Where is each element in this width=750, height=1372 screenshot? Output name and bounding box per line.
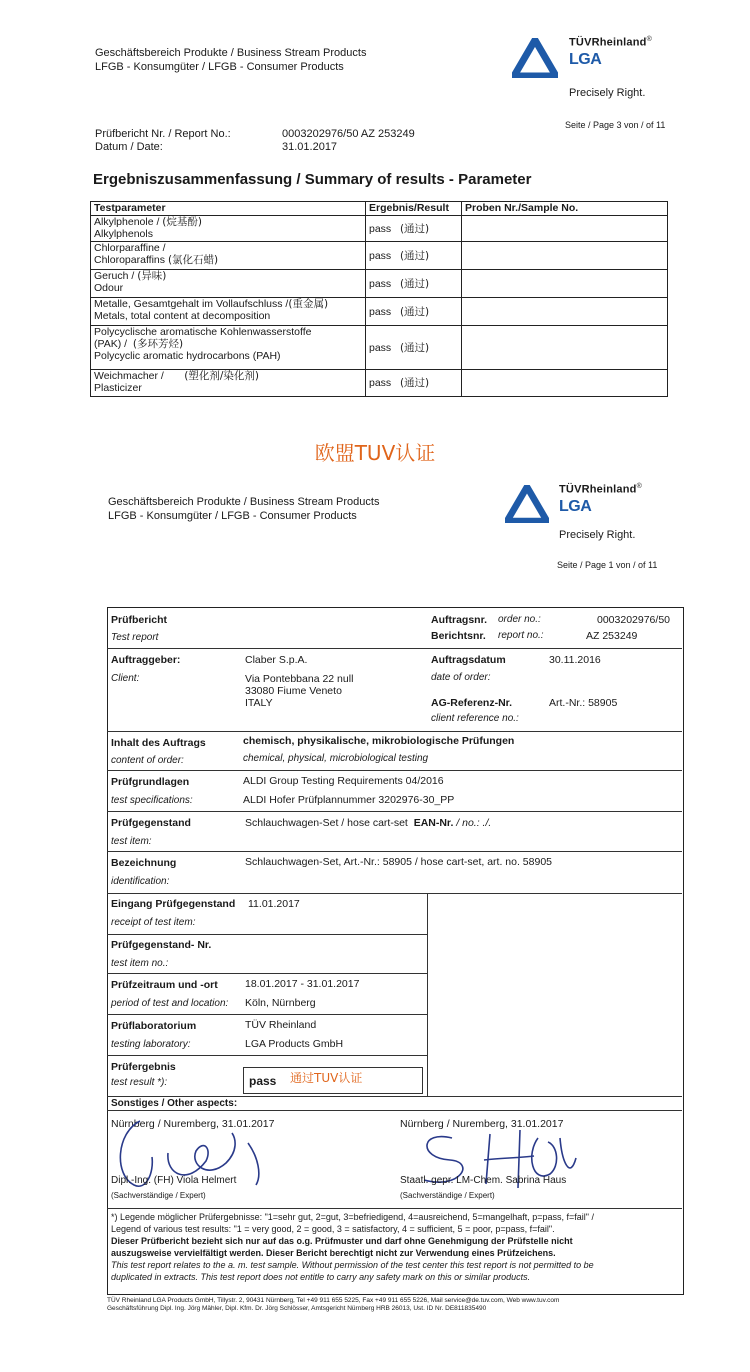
legend-line-5: This test report relates to the a. m. test sample. Without permission of the test center this test report is not permitted to be	[111, 1260, 594, 1270]
order-no-label-de: Auftragsnr.	[431, 614, 488, 626]
test-report-label-de: Prüfbericht	[111, 614, 168, 626]
tuv-logo	[505, 480, 665, 550]
test-report-label-en: Test report	[111, 632, 159, 643]
divider	[107, 648, 682, 649]
param-de-2: (PAK) /	[94, 338, 128, 350]
client-ref-label-en: client reference no.:	[431, 713, 519, 724]
legend-line-4: auszugsweise vervielfältigt werden. Dieser Bericht berechtigt nicht zur Verwendung eines Prüfzeichens.	[111, 1248, 556, 1258]
divider	[107, 851, 682, 852]
summary-table	[90, 201, 668, 397]
test-item-label-de: Prüfgegenstand	[111, 817, 191, 829]
param-de: Metalle, Gesamtgehalt im Vollaufschluss /	[94, 298, 289, 310]
department-header	[108, 495, 379, 523]
signer-left: Dipl.-Ing. (FH) Viola Helmert	[111, 1175, 237, 1186]
divider	[107, 893, 682, 894]
item-no-label-de: Prüfgegenstand- Nr.	[111, 939, 212, 951]
result-cn: (通过)	[399, 377, 430, 389]
result-pass-cn: 通过TUV认证	[290, 1071, 363, 1085]
tuv-triangle-icon	[512, 38, 558, 78]
lab-name: TÜV Rheinland	[245, 1019, 317, 1031]
period-dates: 18.01.2017 - 31.01.2017	[245, 978, 360, 990]
divider	[107, 1055, 427, 1056]
client-name: Claber S.p.A.	[245, 654, 308, 666]
page-number: Seite / Page 1 von / of 11	[557, 560, 658, 570]
ean-label: EAN-Nr.	[413, 817, 454, 829]
brand-name: TÜVRheinland	[559, 483, 637, 496]
param-en: Plasticizer	[94, 382, 142, 394]
department-line-2: LFGB - Konsumgüter / LFGB - Consumer Products	[95, 61, 344, 73]
summary-title: Ergebniszusammenfassung / Summary of results - Parameter	[93, 171, 532, 188]
legend-line-6: duplicated in extracts. This test report does not entitle to carry any safety mark on this or similar products.	[111, 1272, 531, 1282]
result-value: pass	[369, 249, 392, 262]
department-line-1: Geschäftsbereich Produkte / Business Stream Products	[108, 496, 380, 508]
lab-label-en: testing laboratory:	[111, 1039, 191, 1050]
spec-label-de: Prüfgrundlagen	[111, 776, 190, 788]
expert-left: (Sachverständige / Expert)	[111, 1191, 206, 1200]
param-de: Weichmacher /	[94, 370, 164, 382]
table-row	[91, 216, 668, 242]
period-location: Köln, Nürnberg	[245, 997, 316, 1009]
order-no-value: 0003202976/50	[597, 614, 670, 626]
result-cn: (通过)	[399, 249, 430, 262]
identification-label-de: Bezeichnung	[111, 857, 177, 869]
result-cn: (通过)	[399, 277, 430, 290]
client-label-en: Client:	[111, 673, 140, 684]
registered-mark: ®	[646, 36, 652, 43]
expert-right: (Sachverständige / Expert)	[400, 1191, 495, 1200]
result-pass: pass	[249, 1074, 277, 1088]
result-label-en: test result *):	[111, 1077, 168, 1088]
divider	[107, 1096, 682, 1097]
legend-line-1: *) Legende möglicher Prüfergebnisse: "1=sehr gut, 2=gut, 3=befriedigend, 4=ausreichend, 5=mangelhaft, p=pass, f=fail" /	[111, 1212, 594, 1222]
other-aspects-label: Sonstiges / Other aspects:	[111, 1098, 238, 1109]
department-line-1: Geschäftsbereich Produkte / Business Stream Products	[95, 47, 367, 59]
divider	[107, 811, 682, 812]
signer-right: Staatl. gepr. LM-Chem. Sabrina Haus	[400, 1175, 567, 1186]
lga-logo: LGA	[569, 51, 602, 68]
tuv-logo	[512, 34, 672, 104]
legend-block	[111, 1211, 679, 1283]
tuv-triangle-icon	[505, 485, 549, 523]
param-de: Polycyclische aromatische Kohlenwasserstoffe	[94, 326, 312, 338]
content-value-en: chemical, physical, microbiological testing	[243, 753, 429, 764]
eu-tuv-caption: 欧盟TUV认证	[314, 441, 436, 465]
order-date-label-en: date of order:	[431, 672, 491, 683]
date-value: 31.01.2017	[282, 141, 338, 153]
lab-label-de: Prüflaboratorium	[111, 1020, 197, 1032]
divider	[107, 731, 682, 732]
param-de: Alkylphenole /	[94, 216, 160, 228]
department-header	[95, 46, 366, 74]
company-footer	[107, 1297, 682, 1313]
spec-value-2: ALDI Hofer Prüfplannummer 3202976-30_PP	[243, 794, 455, 806]
result-value: pass	[369, 341, 392, 354]
divider	[427, 893, 428, 1096]
order-date-value: 30.11.2016	[549, 654, 601, 666]
item-no-label-en: test item no.:	[111, 958, 169, 969]
other-aspects	[111, 1098, 237, 1109]
result-cn: (通过)	[399, 222, 430, 235]
content-value-de: chemisch, physikalische, mikrobiologische Prüfungen	[243, 735, 515, 747]
period-label-de: Prüfzeitraum und -ort	[111, 979, 218, 991]
table-row	[91, 298, 668, 326]
period-label-en: period of test and location:	[111, 998, 229, 1009]
test-item-name: Schlauchwagen-Set / hose cart-set	[245, 817, 408, 829]
lga-logo: LGA	[559, 498, 592, 515]
content-label-en: content of order:	[111, 755, 184, 766]
address-line-1: Via Pontebbana 22 null	[245, 673, 354, 685]
table-row	[91, 270, 668, 298]
report-no-value: AZ 253249	[586, 630, 638, 642]
result-value: pass	[369, 305, 392, 318]
result-value: pass	[369, 277, 392, 290]
param-en: Metals, total content at decomposition	[94, 310, 271, 322]
param-en: Odour	[94, 282, 124, 294]
identification-label-en: identification:	[111, 876, 170, 887]
address-line-3: ITALY	[245, 697, 273, 709]
signature-place-left: Nürnberg / Nuremberg, 31.01.2017	[111, 1118, 275, 1130]
result-value: pass	[369, 377, 392, 389]
result-cn: (通过)	[399, 305, 430, 318]
signature-haus	[400, 1118, 590, 1198]
receipt-label-de: Eingang Prüfgegenstand	[111, 898, 236, 910]
param-cn: (塑化剂/染化剂)	[184, 370, 259, 382]
report-number-value: 0003202976/50 AZ 253249	[282, 128, 415, 140]
identification-value: Schlauchwagen-Set, Art.-Nr.: 58905 / hose cart-set, art. no. 58905	[245, 856, 553, 868]
client-address	[245, 673, 353, 709]
table-row	[91, 242, 668, 270]
page-number: Seite / Page 3 von / of 11	[565, 120, 666, 130]
table-row	[91, 370, 668, 397]
spec-value-1: ALDI Group Testing Requirements 04/2016	[243, 775, 444, 787]
footer-line-1: TÜV Rheinland LGA Products GmbH, Tillystr. 2, 90431 Nürnberg, Tel +49 911 655 5225, Fax +49 911 655 5226, Mail service@de.tuv.com, Web www.tuv.com	[107, 1297, 560, 1304]
param-de: Geruch /	[94, 270, 135, 282]
receipt-label-en: receipt of test item:	[111, 917, 196, 928]
receipt-value: 11.01.2017	[248, 898, 300, 910]
param-cn: (氯化石蜡)	[167, 254, 219, 266]
divider	[107, 1014, 427, 1015]
col-testparameter: Testparameter	[91, 202, 366, 216]
tagline: Precisely Right.	[559, 529, 636, 541]
param-en: Polycyclic aromatic hydrocarbons (PAH)	[94, 350, 281, 362]
report-number-label: Prüfbericht Nr. / Report No.:	[95, 128, 231, 140]
test-item-value	[245, 817, 491, 829]
divider	[107, 934, 427, 935]
table-row	[91, 326, 668, 370]
registered-mark: ®	[636, 483, 642, 490]
date-label: Datum / Date:	[95, 141, 163, 153]
report-no-label-de: Berichtsnr.	[431, 630, 486, 642]
report-no-label-en: report no.:	[498, 630, 544, 641]
param-en: Chloroparaffins	[94, 254, 166, 266]
result-label-de: Prüfergebnis	[111, 1061, 176, 1073]
order-date-label-de: Auftragsdatum	[431, 654, 506, 666]
param-cn: (重金属)	[288, 298, 329, 310]
result-value: pass	[369, 222, 392, 235]
divider	[107, 770, 682, 771]
client-label-de: Auftraggeber:	[111, 654, 181, 666]
spec-label-en: test specifications:	[111, 795, 193, 806]
department-line-2: LFGB - Konsumgüter / LFGB - Consumer Products	[108, 510, 357, 522]
param-en: Alkylphenols	[94, 228, 153, 240]
brand-name: TÜVRheinland	[569, 36, 647, 49]
ean-value: / no.: ./.	[456, 817, 492, 829]
legend-line-3: Dieser Prüfbericht bezieht sich nur auf das o.g. Prüfmuster und darf ohne Genehmigung der Prüfstelle nicht	[111, 1236, 573, 1246]
col-sample-no: Proben Nr./Sample No.	[462, 202, 668, 216]
order-no-label-en: order no.:	[498, 614, 541, 625]
tagline: Precisely Right.	[569, 87, 646, 99]
divider	[107, 1110, 682, 1111]
result-cn: (通过)	[399, 341, 430, 354]
client-ref-label-de: AG-Referenz-Nr.	[431, 697, 513, 709]
divider	[107, 973, 427, 974]
client-ref-value: Art.-Nr.: 58905	[549, 697, 618, 709]
address-line-2: 33080 Fiume Veneto	[245, 685, 342, 697]
param-cn: (烷基酚)	[162, 216, 202, 228]
legend-line-2: Legend of various test results: "1 = very good, 2 = good, 3 = satisfactory, 4 = sufficient, 5 = poor, p=pass, f=fail".	[111, 1224, 555, 1234]
param-cn: (异味)	[137, 270, 167, 282]
lab-company: LGA Products GmbH	[245, 1038, 344, 1050]
divider	[107, 1208, 682, 1209]
signature-place-right: Nürnberg / Nuremberg, 31.01.2017	[400, 1118, 564, 1130]
content-label-de: Inhalt des Auftrags	[111, 737, 206, 749]
test-item-label-en: test item:	[111, 836, 152, 847]
col-result: Ergebnis/Result	[366, 202, 462, 216]
summary-header-row	[91, 202, 668, 216]
param-cn: (多环芳烃)	[132, 338, 184, 350]
footer-line-2: Geschäftsführung Dipl. Ing. Jörg Mähler, Dipl. Kfm. Dr. Jörg Schlösser, Amtsgericht Nürnberg HRB 26013, Ust. ID Nr. DE811835490	[107, 1305, 487, 1312]
param-de: Chlorparaffine /	[94, 242, 166, 254]
